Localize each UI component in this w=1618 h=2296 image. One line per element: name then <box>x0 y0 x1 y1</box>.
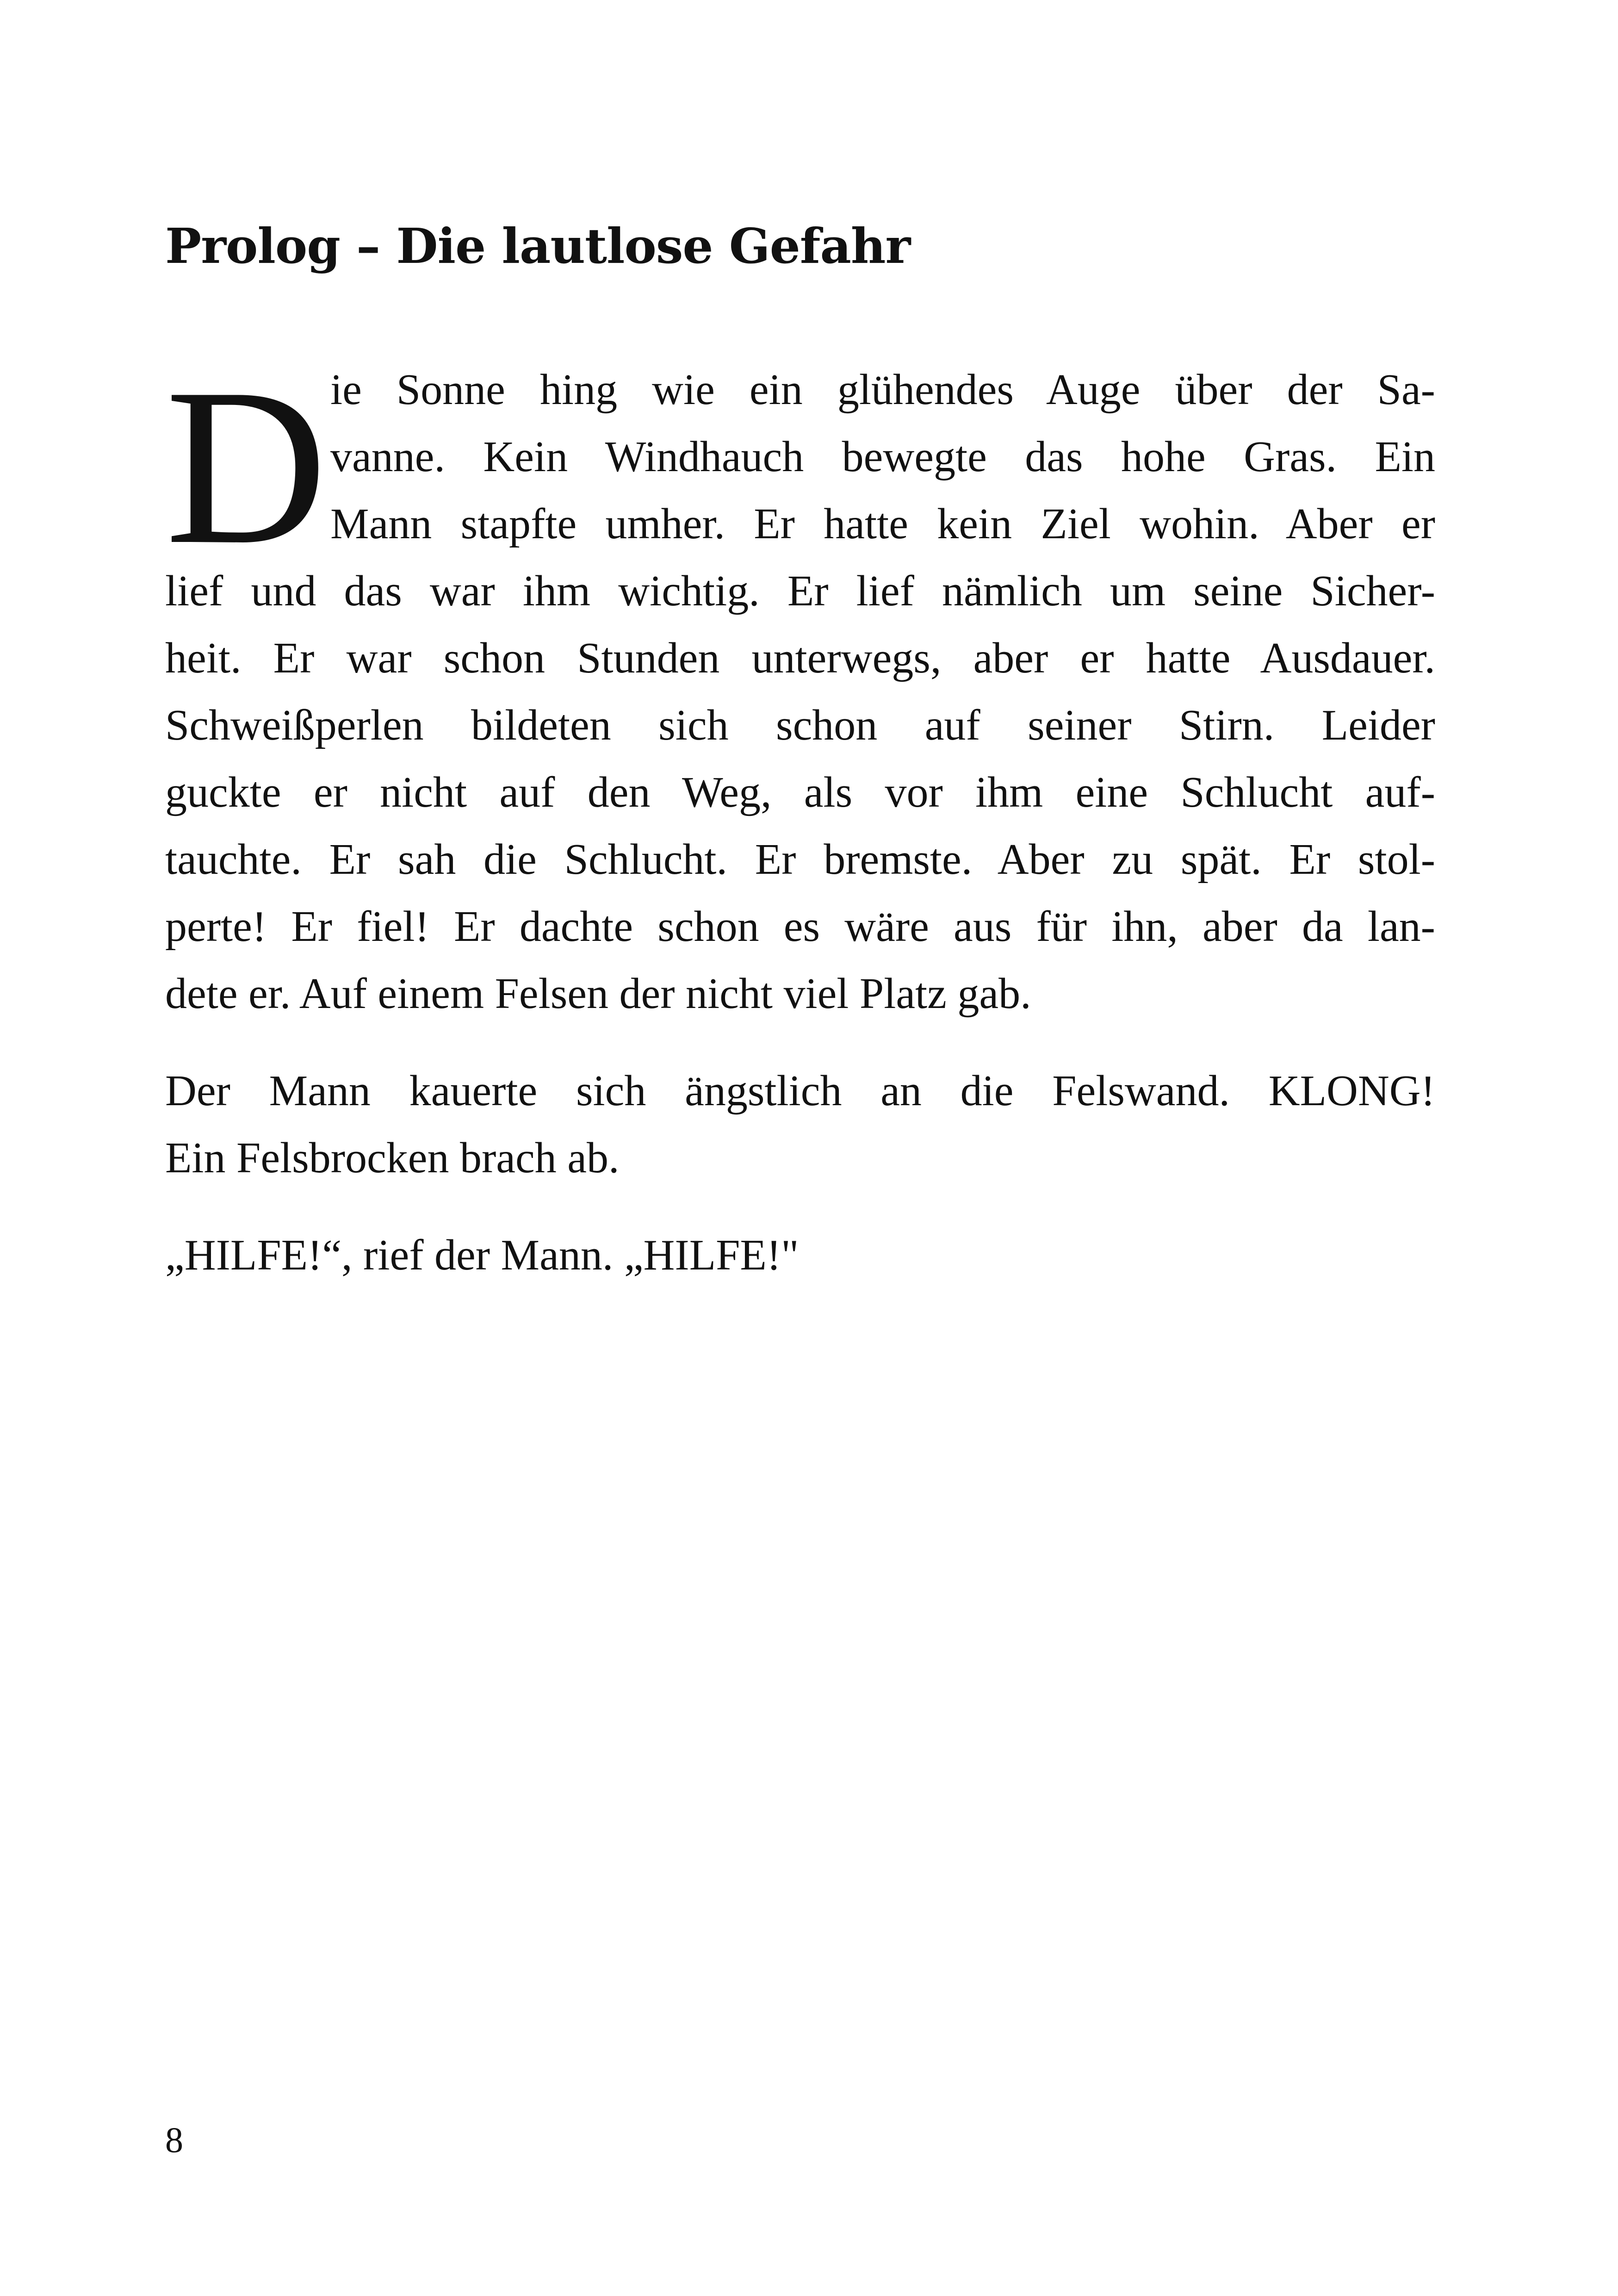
text-line: heit. Er war schon Stunden unterwegs, aber er hatte Ausdauer. <box>165 634 1435 682</box>
text-line: Ein Felsbrocken brach ab. <box>165 1134 620 1182</box>
paragraph-spacer <box>165 1192 1435 1222</box>
paragraph-2 <box>165 1058 1435 1192</box>
drop-cap: D <box>165 342 328 591</box>
text-line: perte! Er fiel! Er dachte schon es wäre aus für ihn, aber da lan- <box>165 902 1435 951</box>
text-line: lief und das war ihm wichtig. Er lief nämlich um seine Sicher- <box>165 567 1435 615</box>
text-line: Der Mann kauerte sich ängstlich an die Felswand. KLONG! <box>165 1067 1435 1115</box>
text-line: vanne. Kein Windhauch bewegte das hohe Gras. Ein <box>330 433 1435 481</box>
paragraph-3 <box>165 1222 1435 1289</box>
text-line: Schweißperlen bildeten sich schon auf seiner Stirn. Leider <box>165 701 1435 749</box>
text-line: tauchte. Er sah die Schlucht. Er bremste. Aber zu spät. Er stol- <box>165 835 1435 884</box>
paragraph-spacer <box>165 1027 1435 1058</box>
page-number: 8 <box>165 2120 183 2160</box>
body-text <box>165 342 1435 1289</box>
text-line: dete er. Auf einem Felsen der nicht viel Platz gab. <box>165 970 1031 1018</box>
chapter-heading: Prolog – Die lautlose Gefahr <box>165 218 911 274</box>
paragraph-1 <box>165 342 1435 1027</box>
text-line: Mann stapfte umher. Er hatte kein Ziel wohin. Aber er <box>330 500 1435 548</box>
text-line: guckte er nicht auf den Weg, als vor ihm eine Schlucht auf- <box>165 768 1435 816</box>
text-line: ie Sonne hing wie ein glühendes Auge über der Sa- <box>330 366 1435 414</box>
text-line: „HILFE!“, rief der Mann. „HILFE!" <box>165 1231 799 1279</box>
